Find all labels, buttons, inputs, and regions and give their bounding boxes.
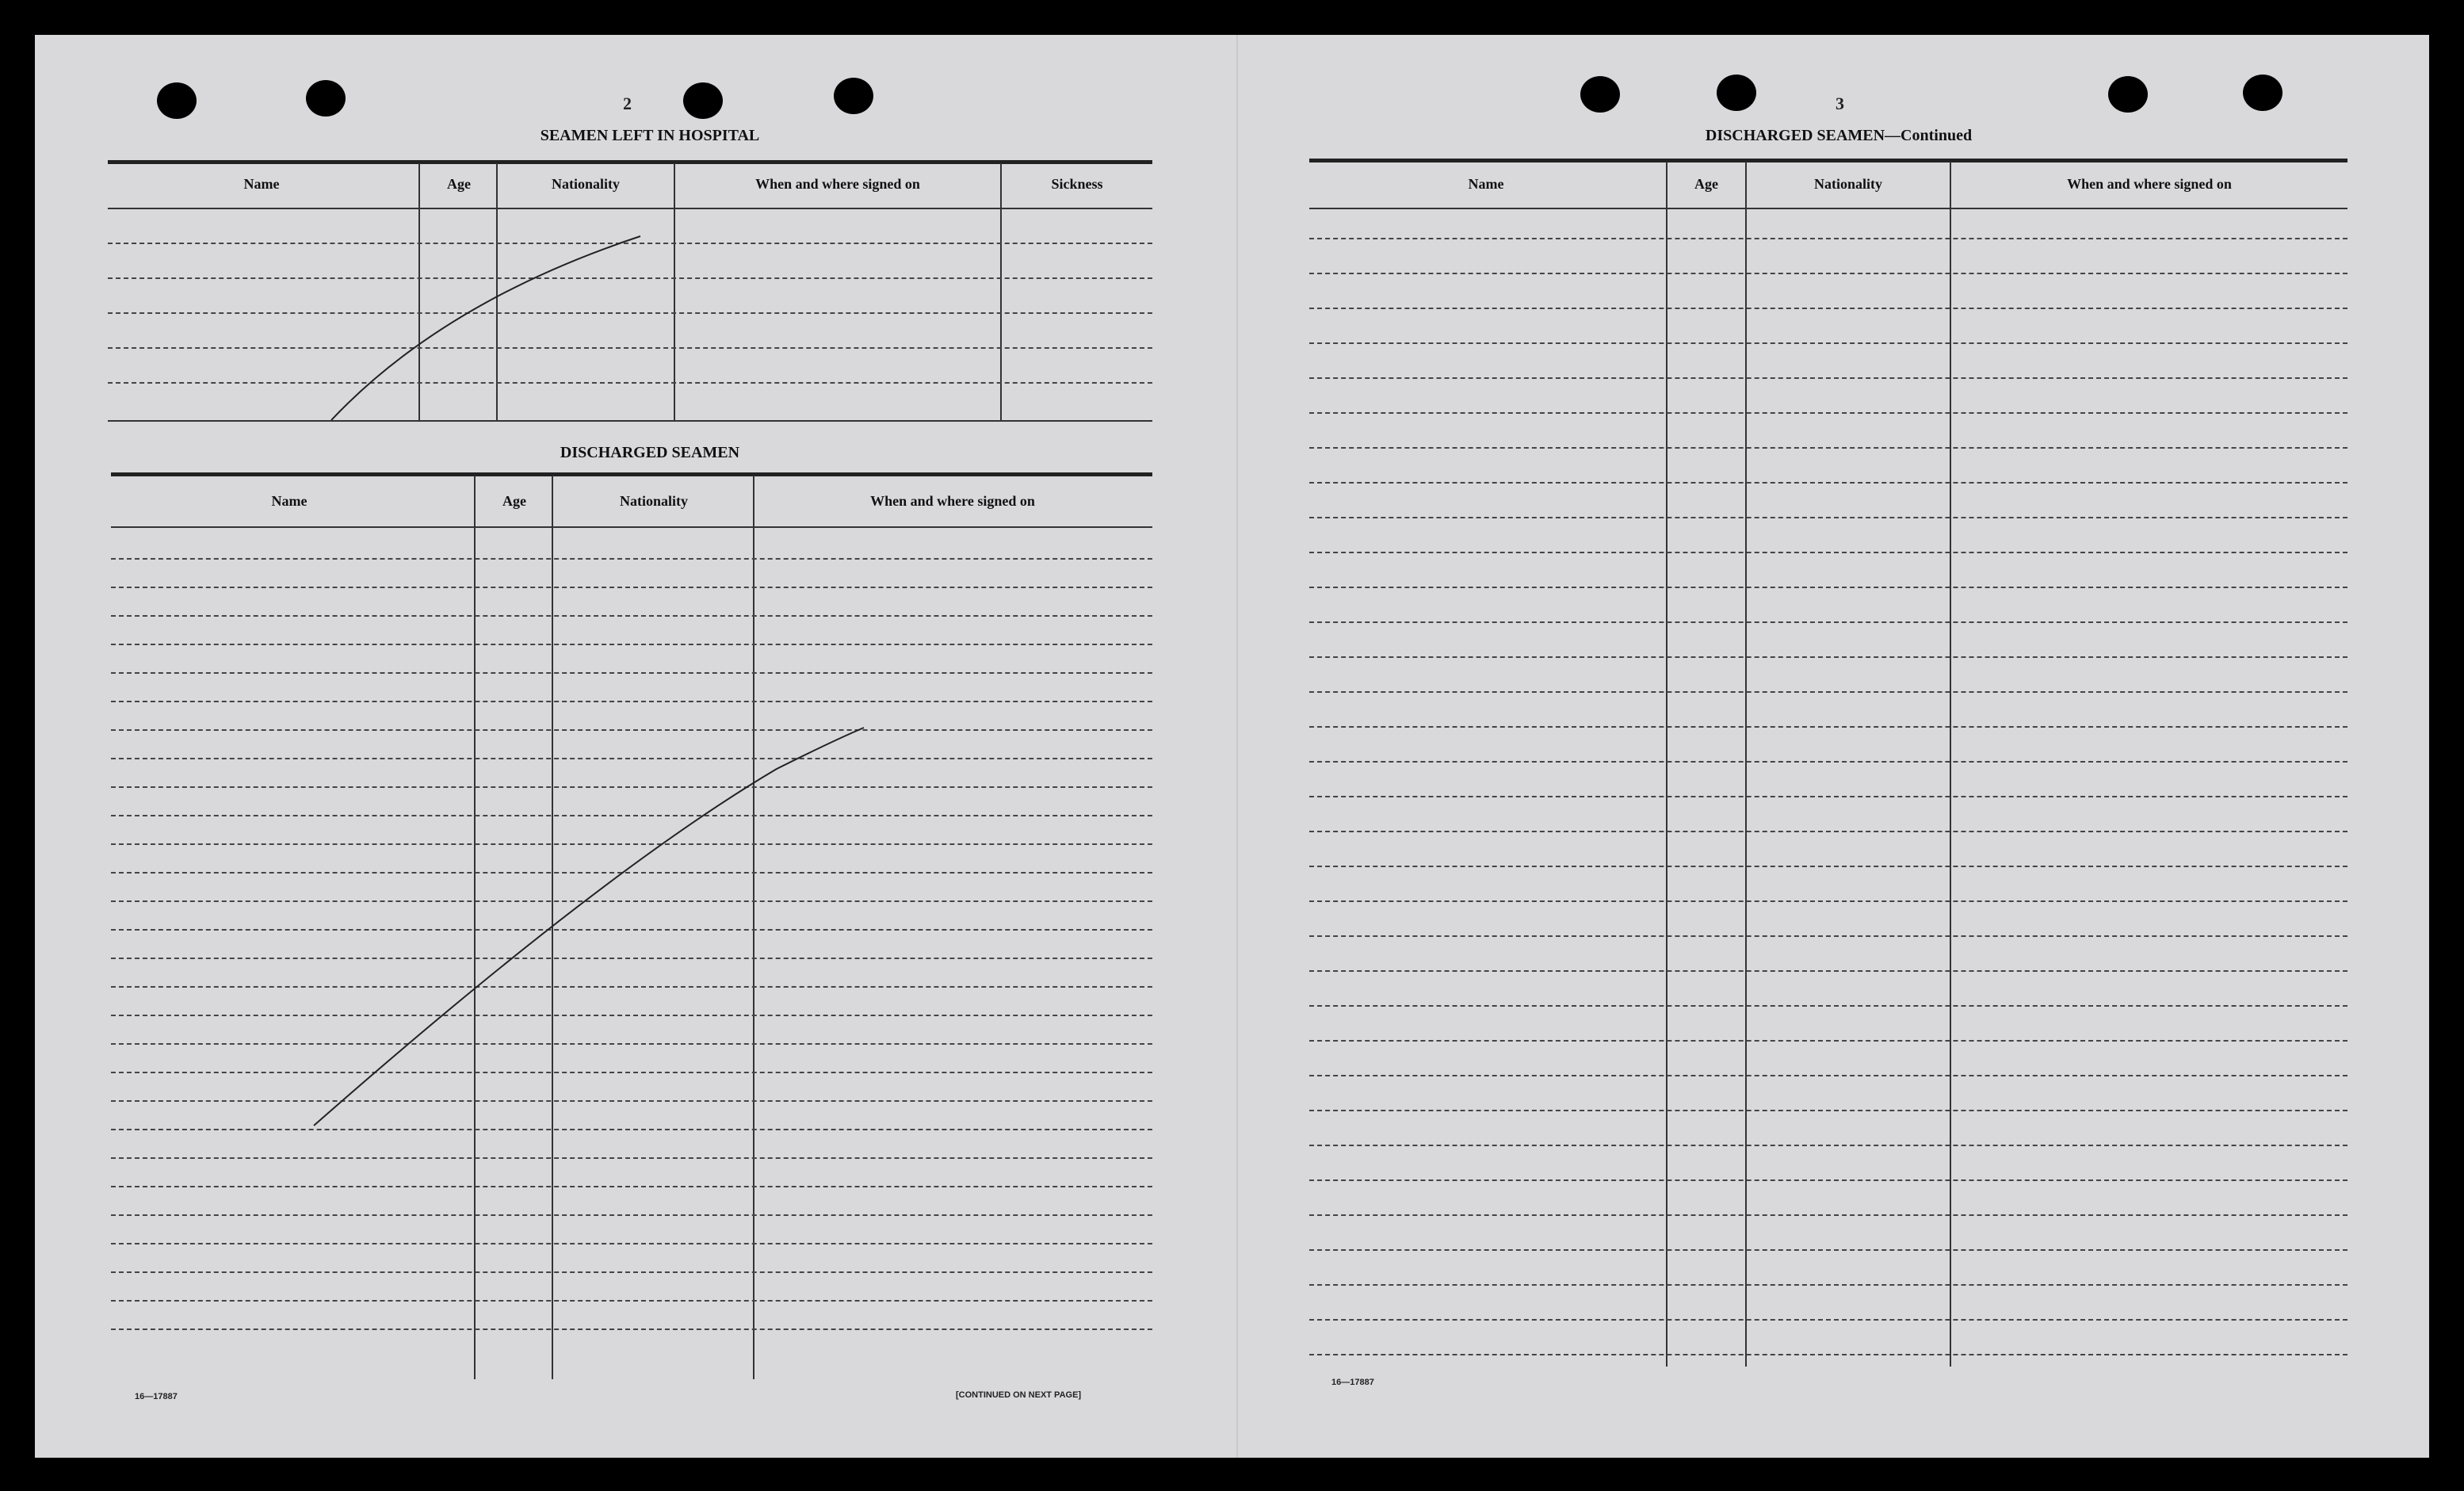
discharged-col-nationality: Nationality <box>619 493 688 509</box>
right-col-name: Name <box>1468 176 1504 192</box>
discharged-col-age: Age <box>502 493 526 509</box>
hospital-section-title: SEAMEN LEFT IN HOSPITAL <box>540 127 760 144</box>
hospital-col-sickness: Sickness <box>1051 176 1103 192</box>
discharged-col-name: Name <box>271 493 308 509</box>
right-col-age: Age <box>1694 176 1718 192</box>
hospital-col-name: Name <box>243 176 280 192</box>
hospital-col-age: Age <box>447 176 471 192</box>
cancellation-stroke-hospital <box>331 236 640 420</box>
cancellation-stroke-discharged <box>314 728 864 1126</box>
right-col-nationality: Nationality <box>1813 176 1882 192</box>
discharged-col-signed-on: When and where signed on <box>870 493 1035 509</box>
discharged-section-title: DISCHARGED SEAMEN <box>560 444 740 461</box>
discharged-continued-title: DISCHARGED SEAMEN—Continued <box>1705 127 1973 144</box>
form-number-right: 16—17887 <box>1331 1378 1374 1387</box>
hospital-col-signed-on: When and where signed on <box>755 176 920 192</box>
right-col-signed-on: When and where signed on <box>2067 176 2232 192</box>
page-number-left: 2 <box>623 94 632 113</box>
page-number-right: 3 <box>1836 94 1844 113</box>
hospital-col-nationality: Nationality <box>551 176 620 192</box>
form-number-left: 16—17887 <box>135 1392 178 1401</box>
continued-note: [CONTINUED ON NEXT PAGE] <box>956 1390 1082 1400</box>
